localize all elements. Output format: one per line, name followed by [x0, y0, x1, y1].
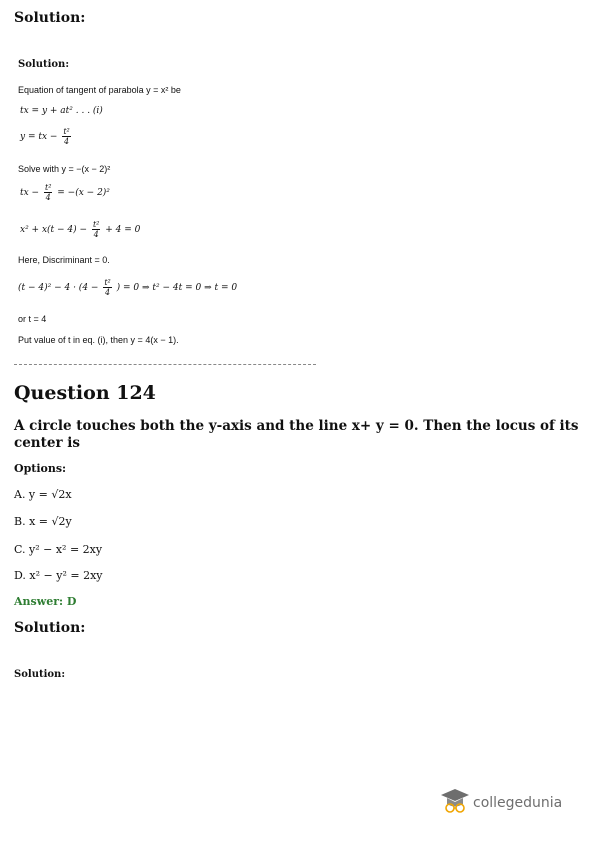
question-text: A circle touches both the y-axis and the line x+ y = 0. Then the locus of its center is	[14, 418, 579, 451]
option-b: B. x = √2y	[14, 515, 72, 528]
question-solution-subheading: Solution:	[14, 669, 66, 680]
question-solution-heading: Solution:	[14, 620, 86, 636]
option-d: D. x² − y² = 2xy	[14, 569, 103, 582]
tangent-intro: Equation of tangent of parabola y = x² be	[18, 85, 181, 95]
collegedunia-logo	[440, 786, 570, 820]
equation-substituted: tx − $\frac{\text{t²}}{4}$ = −(x − 2)²	[20, 183, 110, 202]
options-label: Options:	[14, 462, 67, 475]
answer-label: Answer: D	[14, 595, 77, 608]
put-value-line: Put value of t in eq. (i), then y = 4(x − 1).	[18, 335, 179, 345]
quadratic-equation: x² + x(t − 4) − $\frac{\text{t²}}{4}$ + 4 = 0	[20, 220, 141, 239]
discriminant-line: Here, Discriminant = 0.	[18, 255, 110, 265]
section-divider	[14, 364, 316, 365]
equation-i: tx = y + at² . . . (i)	[20, 106, 103, 116]
option-c: C. y² − x² = 2xy	[14, 543, 103, 556]
solve-with-line: Solve with y = −(x − 2)²	[18, 164, 111, 174]
brand-name: collegedunia	[473, 795, 563, 811]
option-a: A. y = √2x	[14, 488, 72, 501]
solution-heading: Solution:	[14, 10, 86, 26]
equation-y-tx: y = tx − $\frac{\text{t²}}{4}$	[20, 127, 70, 146]
graduation-cap-icon	[440, 787, 470, 819]
solution-subheading: Solution:	[18, 59, 70, 70]
discriminant-equation: (t − 4)² − 4 · (4 − $\frac{\text{t²}}{4}$ ) = 0 ⇒ t² − 4t = 0 ⇒ t = 0	[18, 278, 238, 297]
or-t-line: or t = 4	[18, 314, 47, 324]
question-title: Question 124	[14, 382, 156, 404]
